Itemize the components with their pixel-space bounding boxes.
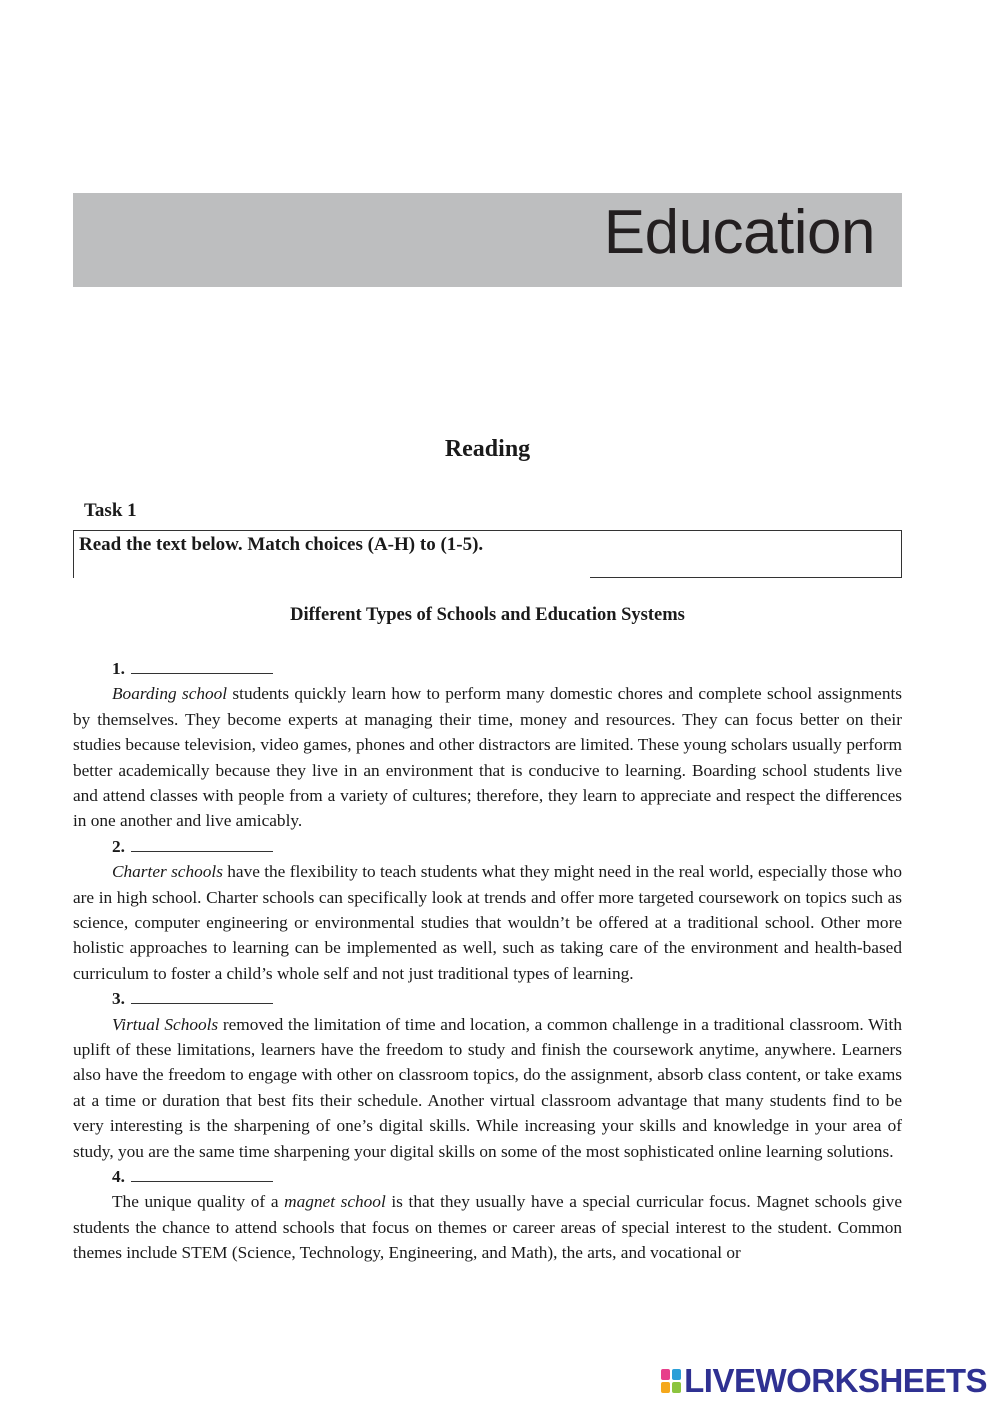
- answer-line-1: [73, 656, 902, 681]
- logo-square-4: [672, 1382, 681, 1393]
- answer-line-4: [73, 1164, 902, 1189]
- logo-square-2: [672, 1369, 681, 1380]
- chapter-banner: [73, 193, 902, 287]
- paragraph-body: have the flexibility to teach students what they might need in the real world, especially those who are in high school. Charter schools can specifically look at trends and offer more targeted coursework on topics such as science, computer engineering or environmental studies that wouldn’t be offered at a traditional school. Other more holistic approaches to learning can be implemented as well, such as taking care of the environment and health-based curriculum to foster a child’s whole self and not just traditional types of learning.: [73, 862, 902, 983]
- paragraph-4: [73, 1189, 902, 1265]
- chapter-title: Education: [603, 198, 875, 267]
- instruction-text: Read the text below. Match choices (A-H) to (1-5).: [79, 534, 484, 555]
- school-term: magnet school: [284, 1192, 386, 1212]
- task-label: Task 1: [84, 500, 137, 521]
- paragraph-body: students quickly learn how to perform many domestic chores and complete school assignments by themselves. They become experts at managing their time, money and resources. They can focus better on their studies because television, video games, phones and other distractors are limited. These young scholars usually perform better academically because they live in an environment that is conducive to learning. Boarding school students live and attend classes with people from a variety of cultures; therefore, they learn to appreciate and respect the differences in one another and live amicably.: [73, 684, 902, 831]
- item-number: 2.: [112, 836, 125, 856]
- answer-blank-4[interactable]: [131, 1164, 273, 1182]
- instruction-box: [73, 530, 902, 578]
- item-number: 1.: [112, 659, 125, 678]
- logo-text: LIVEWORKSHEETS: [684, 1362, 987, 1399]
- paragraph-lead: The unique quality of a: [112, 1192, 285, 1212]
- school-term: Boarding school: [112, 684, 228, 704]
- answer-blank-2[interactable]: [131, 834, 273, 852]
- answer-line-2: [73, 834, 902, 859]
- school-term: Virtual Schools: [112, 1014, 219, 1034]
- reading-passage: [73, 656, 902, 1266]
- paragraph-body: removed the limitation of time and location, a common challenge in a traditional classroom. With uplift of these limitations, learners have the freedom to study and finish the coursework anytime, anywhere. Learners also have the freedom to engage with other on classroom topics, do the assignment, absorb class content, or take exams at a time or duration that best fits their schedule. Another virtual classroom advantage that many students find to be very interesting is the sharpening of one’s digital skills. While increasing your skills and knowledge in your area of study, you are the same time sharpening your digital skills on some of the most sophisticated online learning solutions.: [73, 1014, 902, 1161]
- section-heading: Reading: [444, 436, 531, 462]
- paragraph-1: [73, 681, 902, 833]
- liveworksheets-logo: [661, 1362, 987, 1400]
- item-number: 4.: [112, 1167, 125, 1187]
- logo-square-3: [661, 1382, 670, 1393]
- answer-blank-1[interactable]: [131, 656, 273, 674]
- school-term: Charter schools: [112, 862, 223, 882]
- answer-blank-3[interactable]: [131, 986, 273, 1004]
- paragraph-3: [73, 1012, 902, 1164]
- paragraph-2: [73, 859, 902, 986]
- reading-text-title: Different Types of Schools and Education Systems: [290, 605, 685, 625]
- logo-square-1: [661, 1369, 670, 1380]
- instruction-box-bottom-rule: [590, 577, 901, 578]
- logo-mark-icon: [661, 1369, 681, 1393]
- paragraph-body: is that they usually have a special curricular focus. Magnet schools give students the chance to attend schools that focus on themes or career areas of special interest to the student. Common themes include STEM (Science, Technology, Engineering, and Math), the arts, and vocational or: [73, 1192, 902, 1263]
- item-number: 3.: [112, 989, 125, 1009]
- answer-line-3: [73, 986, 902, 1011]
